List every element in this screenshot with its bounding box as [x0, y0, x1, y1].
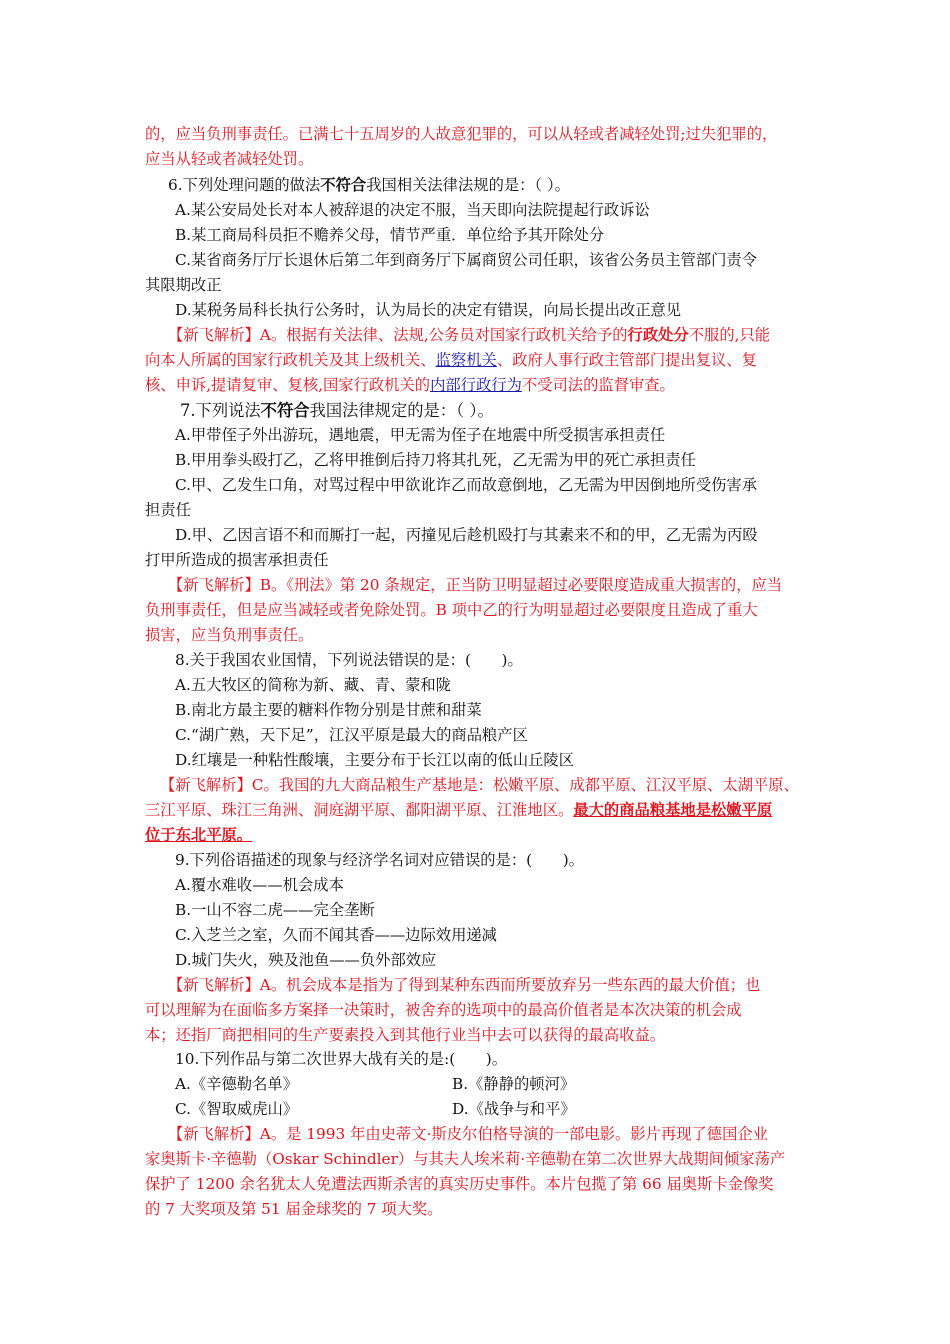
option-c: C.《智取威虎山》 [175, 1100, 299, 1118]
option-b: B.《静静的顿河》 [452, 1075, 576, 1093]
intro-line: 的，应当负刑事责任。已满七十五周岁的人故意犯罪的，可以从轻或者减轻处罚;过失犯罪的， [145, 125, 778, 143]
option-a: A.甲带侄子外出游玩，遇地震，甲无需为侄子在地震中所受损害承担责任 [175, 426, 666, 444]
analysis-text: A。根据有关法律、法规,公务员对国家行政机关给予的 [259, 326, 628, 344]
answer-analysis-line: 保护了 1200 余名犹太人免遭法西斯杀害的真实历史事件。本片包揽了第 66 届奥斯卡金像奖 [145, 1175, 774, 1193]
question-9-stem: 9.下列俗语描述的现象与经济学名词对应错误的是：( )。 [175, 851, 584, 869]
answer-analysis-6 [168, 323, 770, 348]
option-c-continued: 其限期改正 [145, 276, 222, 294]
answer-analysis-line: 位于东北平原。 [145, 826, 253, 844]
answer-analysis-line: 负刑事责任，但是应当减轻或者免除处罚。B 项中乙的行为明显超过必要限度且造成了重大 [145, 601, 758, 619]
option-a: A.某公安局处长对本人被辞退的决定不服，当天即向法院提起行政诉讼 [175, 201, 650, 219]
link-internal-admin-act[interactable]: 内部行政行为 [430, 376, 522, 394]
option-d: D.红壤是一种粘性酸壤，主要分布于长江以南的低山丘陵区 [175, 751, 575, 769]
analysis-text: A。机会成本是指为了得到某种东西而所要放弃另一些东西的最大价值；也 [259, 976, 761, 994]
question-7-stem [180, 398, 494, 423]
option-c: C.“湖广熟，天下足”，江汉平原是最大的商品粮产区 [175, 726, 528, 744]
stem-text: 我国相关法律法规的是：（ ）。 [366, 176, 570, 194]
stem-text: 7.下列说法 [180, 401, 261, 420]
analysis-text: 不服的,只能 [688, 326, 771, 344]
link-supervision-organ[interactable]: 监察机关 [435, 351, 497, 369]
answer-analysis-10 [168, 1122, 768, 1147]
analysis-tag: 【新飞解析】 [168, 326, 260, 344]
option-a: A.五大牧区的简称为新、藏、青、蒙和陇 [175, 676, 451, 694]
analysis-text: 不受司法的监督审查。 [521, 376, 675, 394]
answer-analysis-line: 损害，应当负刑事责任。 [145, 626, 314, 644]
question-8-stem: 8.关于我国农业国情，下列说法错误的是：( )。 [175, 651, 523, 669]
answer-analysis-8 [160, 773, 799, 798]
option-d: D.城门失火，殃及池鱼——负外部效应 [175, 951, 437, 969]
analysis-text: 三江平原、珠江三角洲、洞庭湖平原、鄱阳湖平原、江淮地区。 [145, 801, 574, 819]
question-6-stem [168, 173, 570, 198]
answer-analysis-line: 家奥斯卡·辛德勒（Oskar Schindler）与其夫人埃米莉·辛德勒在第二次世界大战期间倾家荡产 [145, 1150, 786, 1168]
analysis-emphasis: 最大的商品粮基地是松嫩平原 [573, 801, 773, 819]
stem-text: 6.下列处理问题的做法 [168, 176, 321, 194]
option-c: C.甲、乙发生口角，对骂过程中甲欲讹诈乙而故意倒地，乙无需为甲因倒地所受伤害承 [175, 476, 758, 494]
answer-analysis-9 [168, 973, 760, 998]
answer-analysis-line [145, 373, 675, 398]
option-b: B.甲用拳头殴打乙，乙将甲推倒后持刀将其扎死，乙无需为甲的死亡承担责任 [175, 451, 696, 469]
option-b: B.某工商局科员拒不赡养父母，情节严重．单位给予其开除处分 [175, 226, 605, 244]
option-d: D.《战争与和平》 [452, 1100, 576, 1118]
analysis-tag: 【新飞解析】 [168, 576, 260, 594]
analysis-tag: 【新飞解析】 [168, 1125, 260, 1143]
stem-emphasis: 不符合 [320, 176, 367, 194]
answer-analysis-line [145, 348, 757, 373]
option-row [175, 1097, 735, 1122]
option-b: B.南北方最主要的糖料作物分别是甘蔗和甜菜 [175, 701, 482, 719]
analysis-emphasis: 行政处分 [627, 326, 689, 344]
intro-line: 应当从轻或者减轻处罚。 [145, 150, 314, 168]
analysis-text: 核、申诉,提请复审、复核,国家行政机关的 [145, 376, 431, 394]
option-a: A.覆水难收——机会成本 [175, 876, 344, 894]
analysis-text: B。《刑法》第 20 条规定，正当防卫明显超过必要限度造成重大损害的，应当 [259, 576, 783, 594]
option-b: B.一山不容二虎——完全垄断 [175, 901, 375, 919]
option-row [175, 1072, 735, 1097]
answer-analysis-7 [168, 573, 782, 598]
option-c-continued: 担责任 [145, 501, 191, 519]
question-10-stem: 10.下列作品与第二次世界大战有关的是:( )。 [175, 1050, 508, 1068]
analysis-text: C。我国的九大商品粮生产基地是：松嫩平原、成都平原、江汉平原、太湖平原、 [251, 776, 799, 794]
option-a: A.《辛德勒名单》 [175, 1075, 298, 1093]
answer-analysis-line: 本；还指厂商把相同的生产要素投入到其他行业当中去可以获得的最高收益。 [145, 1026, 666, 1044]
option-c: C.入芝兰之室，久而不闻其香——边际效用递减 [175, 926, 497, 944]
stem-text: 我国法律规定的是：（ ）。 [309, 401, 494, 420]
stem-emphasis: 不符合 [260, 401, 310, 420]
answer-analysis-line: 可以理解为在面临多方案择一决策时，被舍弃的选项中的最高价值者是本次决策的机会成 [145, 1001, 742, 1019]
analysis-text: 向本人所属的国家行政机关及其上级机关、 [145, 351, 436, 369]
analysis-tag: 【新飞解析】 [160, 776, 252, 794]
option-d: D.甲、乙因言语不和而厮打一起，丙撞见后趁机殴打与其素来不和的甲，乙无需为丙殴 [175, 526, 758, 544]
answer-analysis-line: 的 7 大奖项及第 51 届金球奖的 7 项大奖。 [145, 1200, 443, 1218]
answer-analysis-line [145, 798, 772, 823]
option-d: D.某税务局科长执行公务时，认为局长的决定有错误，向局长提出改正意见 [175, 301, 682, 319]
option-d-continued: 打甲所造成的损害承担责任 [145, 551, 329, 569]
option-c: C.某省商务厅厅长退休后第二年到商务厅下属商贸公司任职，该省公务员主管部门责令 [175, 251, 758, 269]
analysis-tag: 【新飞解析】 [168, 976, 260, 994]
analysis-text: A。是 1993 年由史蒂文·斯皮尔伯格导演的一部电影。影片再现了德国企业 [259, 1125, 768, 1143]
analysis-text: 、政府人事行政主管部门提出复议、复 [496, 351, 757, 369]
